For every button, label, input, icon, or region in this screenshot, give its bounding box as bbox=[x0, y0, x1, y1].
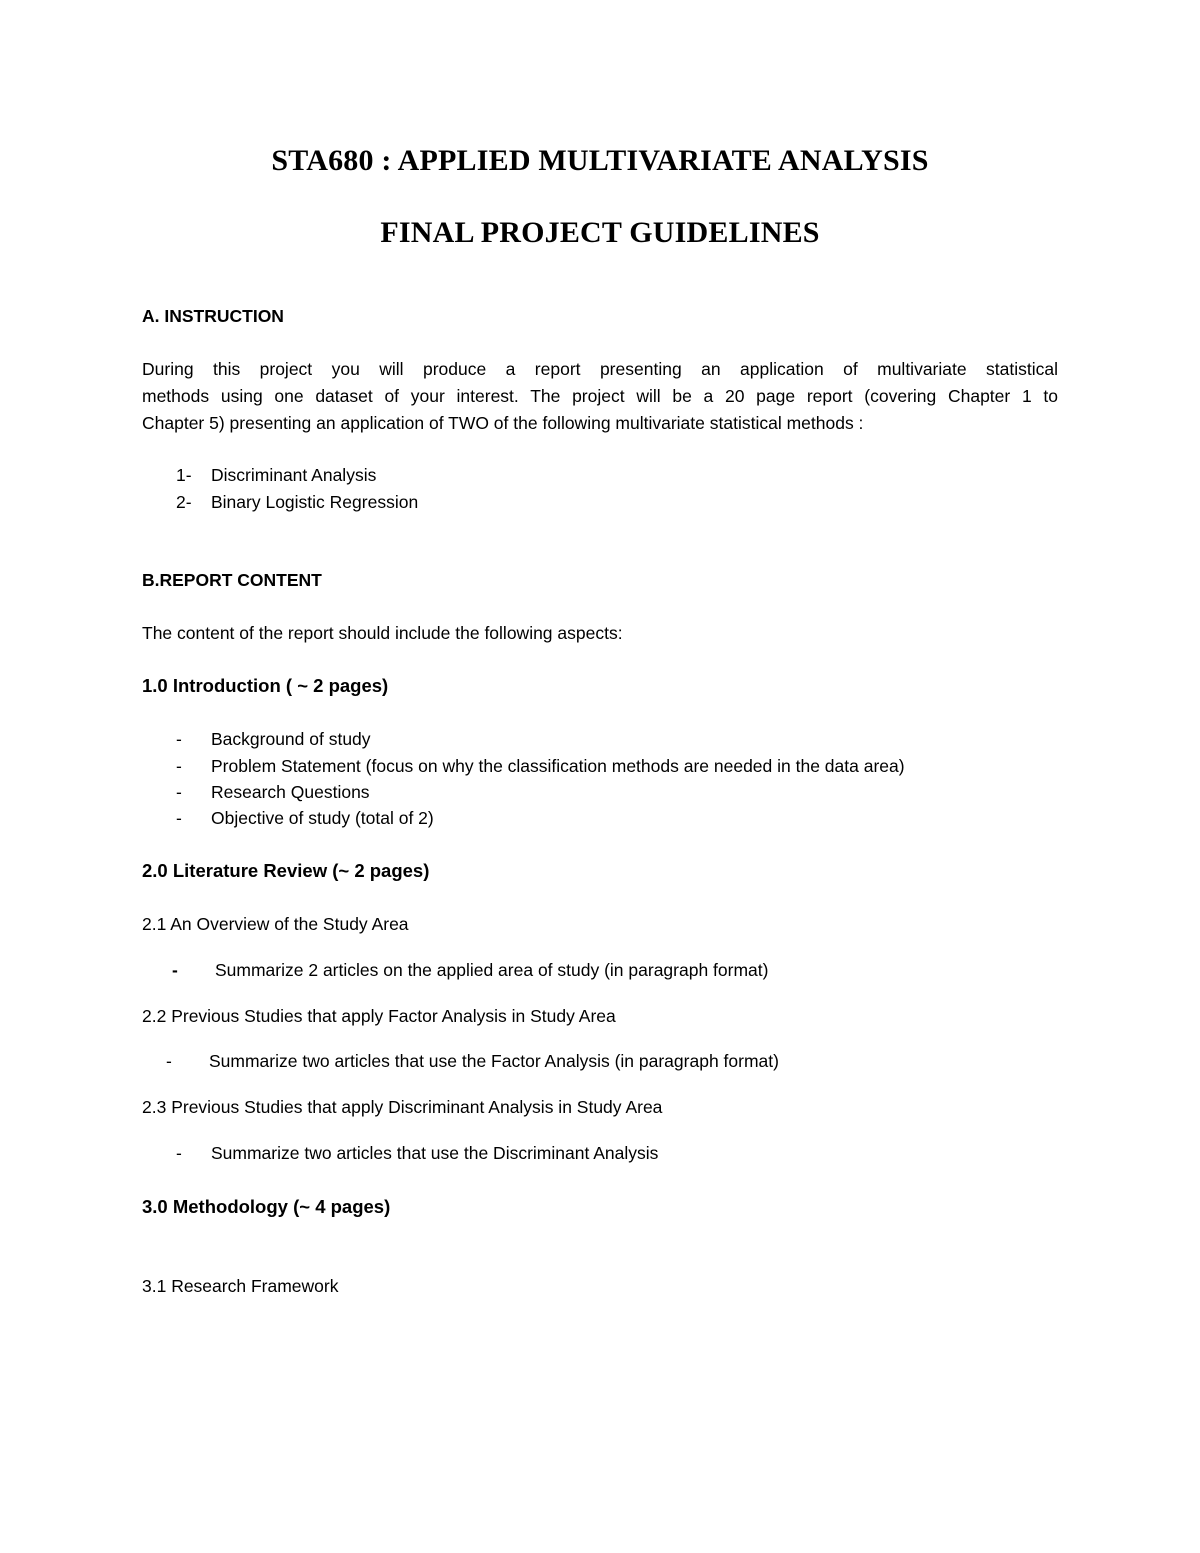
document-title: STA680 : APPLIED MULTIVARIATE ANALYSIS bbox=[271, 144, 929, 177]
dash-marker: - bbox=[176, 1143, 182, 1163]
list-marker: 1- bbox=[176, 465, 192, 485]
subsection-2-1-item: Summarize 2 articles on the applied area of study (in paragraph format) bbox=[215, 960, 769, 980]
section-a-heading: A. INSTRUCTION bbox=[142, 306, 284, 326]
subsection-2-3-item: Summarize two articles that use the Discriminant Analysis bbox=[211, 1143, 659, 1163]
list-marker: 2- bbox=[176, 492, 192, 512]
subsection-2-2-item: Summarize two articles that use the Factor Analysis (in paragraph format) bbox=[209, 1051, 779, 1071]
paragraph-line: methods using one dataset of your interest. The project will be a 20 page report (covering Chapter 1 to bbox=[142, 386, 1058, 406]
methodology-heading: 3.0 Methodology (~ 4 pages) bbox=[142, 1196, 391, 1217]
paragraph-line: Chapter 5) presenting an application of TWO of the following multivariate statistical methods : bbox=[142, 413, 864, 433]
method-binary-logistic-regression: Binary Logistic Regression bbox=[211, 492, 419, 512]
report-content-intro: The content of the report should include the following aspects: bbox=[142, 623, 623, 643]
dash-marker: - bbox=[176, 729, 182, 749]
intro-item: Problem Statement (focus on why the classification methods are needed in the data area) bbox=[211, 756, 905, 776]
intro-item: Objective of study (total of 2) bbox=[211, 808, 434, 828]
introduction-heading: 1.0 Introduction ( ~ 2 pages) bbox=[142, 675, 389, 696]
intro-item: Background of study bbox=[211, 729, 371, 749]
document-subtitle: FINAL PROJECT GUIDELINES bbox=[380, 216, 820, 249]
subsection-3-1: 3.1 Research Framework bbox=[142, 1276, 339, 1296]
intro-item: Research Questions bbox=[211, 782, 370, 802]
subsection-2-1: 2.1 An Overview of the Study Area bbox=[142, 914, 409, 934]
dash-marker: - bbox=[176, 808, 182, 828]
dash-marker: - bbox=[166, 1051, 172, 1071]
method-discriminant-analysis: Discriminant Analysis bbox=[211, 465, 377, 485]
paragraph-line: During this project you will produce a report presenting an application of multivariate statistical bbox=[142, 359, 1058, 379]
section-b-heading: B.REPORT CONTENT bbox=[142, 570, 322, 590]
subsection-2-3: 2.3 Previous Studies that apply Discriminant Analysis in Study Area bbox=[142, 1097, 663, 1117]
literature-review-heading: 2.0 Literature Review (~ 2 pages) bbox=[142, 860, 430, 881]
subsection-2-2: 2.2 Previous Studies that apply Factor Analysis in Study Area bbox=[142, 1006, 616, 1026]
dash-marker: - bbox=[176, 756, 182, 776]
dash-marker: - bbox=[172, 960, 178, 980]
instruction-paragraph bbox=[142, 356, 1058, 437]
dash-marker: - bbox=[176, 782, 182, 802]
